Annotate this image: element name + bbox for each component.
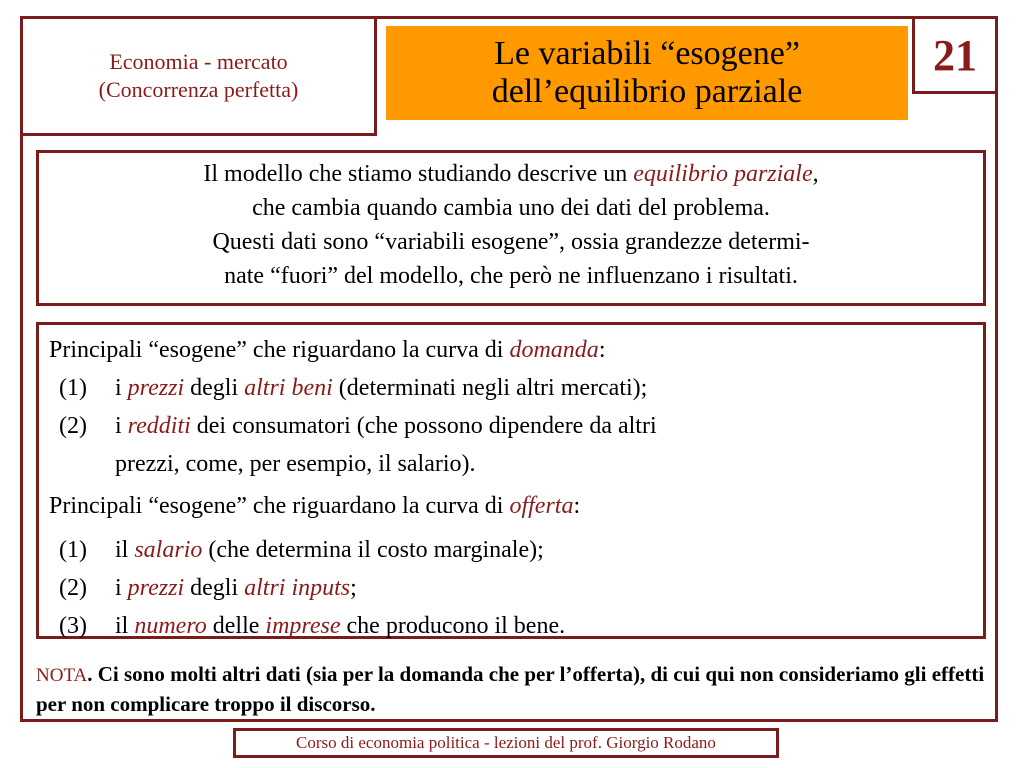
item-emphasis: prezzi [127, 575, 185, 601]
intro-line-3: Questi dati sono “variabili esogene”, ossia grandezze determi- [212, 229, 810, 255]
item-text-part: i [115, 413, 128, 439]
domanda-heading [49, 331, 973, 369]
topic-line-1: Economia - mercato [109, 49, 288, 74]
item-text-part: (determinati negli altri mercati); [332, 375, 648, 401]
item-text-part: ; [350, 575, 357, 601]
item-number: (3) [59, 613, 87, 639]
heading-text: : [573, 493, 581, 519]
title-line-1: Le variabili “esogene” [494, 35, 800, 72]
item-emphasis: altri beni [244, 375, 333, 401]
topic-line-2: (Concorrenza perfetta) [98, 77, 299, 102]
item-emphasis: salario [134, 537, 203, 563]
intro-text: , [812, 161, 819, 187]
list-item [49, 607, 973, 645]
intro-line-4: nate “fuori” del modello, che però ne influenzano i risultati. [224, 263, 798, 289]
item-text-part: degli [184, 375, 245, 401]
heading-text: Principali “esogene” che riguardano la curva di [49, 337, 510, 363]
list-item [49, 569, 973, 607]
intro-emphasis: equilibrio parziale [633, 161, 813, 187]
item-text-part: (che determina il costo marginale); [202, 537, 544, 563]
intro-line-2: che cambia quando cambia uno dei dati del problema. [252, 195, 770, 221]
item-text [115, 531, 973, 569]
list-item [49, 369, 973, 407]
heading-emphasis: domanda [509, 337, 599, 363]
item-text-part: che producono il bene. [340, 613, 566, 639]
offerta-heading [49, 487, 973, 525]
item-text-part: il [115, 613, 135, 639]
item-text-part: il [115, 537, 135, 563]
title-line-2: dell’equilibrio parziale [491, 73, 803, 110]
item-text [115, 569, 973, 607]
item-emphasis: prezzi [127, 375, 185, 401]
item-text [115, 407, 973, 483]
item-text-part: i [115, 375, 128, 401]
item-number: (2) [59, 575, 87, 601]
item-text-part: degli [184, 575, 245, 601]
page-number: 21 [912, 16, 998, 94]
item-text-part: prezzi, come, per esempio, il salario). [115, 451, 476, 477]
heading-text: Principali “esogene” che riguardano la curva di [49, 493, 510, 519]
item-text [115, 607, 973, 645]
topic-box [20, 16, 377, 136]
slide-title [386, 26, 908, 120]
item-text-part: i [115, 575, 128, 601]
note-label: NOTA [36, 665, 88, 686]
intro-line-1 [39, 157, 983, 191]
list-item [49, 531, 973, 569]
intro-text: Il modello che stiamo studiando descrive un [203, 161, 634, 187]
note [36, 660, 986, 718]
note-text: . Ci sono molti altri dati (sia per la domanda che per l’offerta), di cui qui non consideriamo gli effetti per non complicare troppo il discorso. [36, 662, 985, 716]
heading-text: : [598, 337, 606, 363]
item-text-part: dei consumatori (che possono dipendere da altri [190, 413, 657, 439]
heading-emphasis: offerta [509, 493, 574, 519]
item-emphasis: redditi [127, 413, 191, 439]
item-text-part: delle [206, 613, 266, 639]
footer-credit: Corso di economia politica - lezioni del prof. Giorgio Rodano [233, 728, 779, 758]
item-emphasis: imprese [265, 613, 341, 639]
exogenous-box [36, 322, 986, 639]
item-number: (1) [59, 375, 87, 401]
item-emphasis: numero [134, 613, 207, 639]
item-emphasis: altri inputs [244, 575, 351, 601]
item-number: (2) [59, 413, 87, 439]
intro-box [36, 150, 986, 306]
list-item [49, 407, 973, 483]
item-text [115, 369, 973, 407]
item-number: (1) [59, 537, 87, 563]
